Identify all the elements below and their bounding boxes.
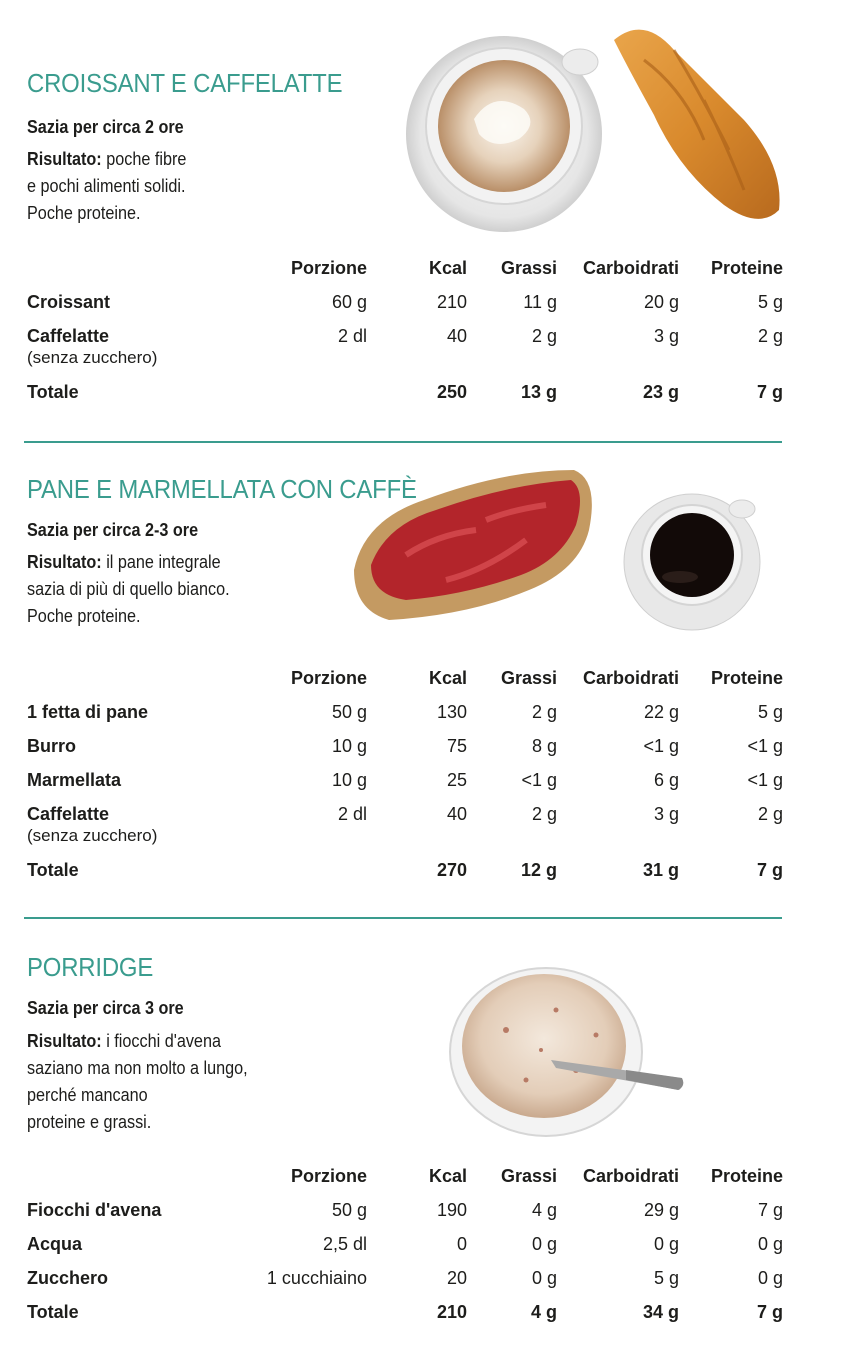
column-header-fat: Grassi bbox=[500, 1166, 557, 1186]
total-label: Totale bbox=[27, 382, 79, 402]
column-header-fat: Grassi bbox=[500, 258, 557, 278]
fat-cell: 4 g bbox=[531, 1200, 557, 1220]
total-row bbox=[27, 1297, 783, 1331]
food-name: Marmellata bbox=[27, 770, 122, 790]
kcal-cell: 25 bbox=[446, 770, 467, 790]
protein-cell: 5 g bbox=[757, 702, 783, 722]
protein-cell: 7 g bbox=[756, 1302, 783, 1322]
carbs-cell: 20 g bbox=[643, 292, 679, 312]
table-row bbox=[27, 1195, 783, 1229]
food-note: (senza zucchero) bbox=[27, 348, 158, 367]
portion-cell: 10 g bbox=[331, 770, 367, 790]
fat-cell: 4 g bbox=[530, 1302, 557, 1322]
fat-cell: 8 g bbox=[531, 736, 557, 756]
column-header-carbs: Carboidrati bbox=[582, 668, 679, 688]
result-label: Risultato: bbox=[27, 552, 102, 572]
carbs-cell: 31 g bbox=[642, 860, 679, 880]
column-header-portion: Porzione bbox=[290, 258, 367, 278]
protein-cell: 2 g bbox=[757, 326, 783, 346]
result-label: Risultato: bbox=[27, 1031, 102, 1051]
kcal-cell: 250 bbox=[436, 382, 467, 402]
fat-cell: 12 g bbox=[520, 860, 557, 880]
portion-cell: 2 dl bbox=[337, 326, 367, 346]
kcal-cell: 40 bbox=[446, 326, 467, 346]
carbs-cell: 22 g bbox=[643, 702, 679, 722]
carbs-cell: 29 g bbox=[643, 1200, 679, 1220]
satiety-text: Sazia per circa 2-3 ore bbox=[27, 520, 199, 540]
carbs-cell: 3 g bbox=[653, 804, 679, 824]
result-line: poche fibre bbox=[101, 149, 187, 169]
food-name: 1 fetta di pane bbox=[27, 702, 149, 722]
result-line: perché mancano bbox=[27, 1085, 148, 1105]
carbs-cell: 34 g bbox=[642, 1302, 679, 1322]
fat-cell: 11 g bbox=[523, 292, 557, 312]
fat-cell: 0 g bbox=[531, 1268, 557, 1288]
nutrition-table bbox=[27, 1161, 783, 1331]
carbs-cell: 6 g bbox=[653, 770, 679, 790]
fat-cell: 13 g bbox=[520, 382, 557, 402]
column-header-protein: Proteine bbox=[710, 1166, 783, 1186]
portion-cell: 50 g bbox=[331, 1200, 367, 1220]
total-label: Totale bbox=[27, 1302, 79, 1322]
kcal-cell: 20 bbox=[446, 1268, 467, 1288]
kcal-cell: 190 bbox=[436, 1200, 467, 1220]
protein-cell: <1 g bbox=[747, 770, 783, 790]
kcal-cell: 0 bbox=[456, 1234, 467, 1254]
carbs-cell: 23 g bbox=[642, 382, 679, 402]
protein-cell: 2 g bbox=[757, 804, 783, 824]
food-note: (senza zucchero) bbox=[27, 826, 158, 845]
fat-cell: 0 g bbox=[531, 1234, 557, 1254]
carbs-cell: 5 g bbox=[653, 1268, 679, 1288]
protein-cell: 7 g bbox=[756, 860, 783, 880]
result-text bbox=[27, 1028, 248, 1136]
fat-cell: 2 g bbox=[531, 326, 557, 346]
food-name: Acqua bbox=[27, 1234, 83, 1254]
section-title: PANE E MARMELLATA CON CAFFÈ bbox=[27, 474, 417, 504]
portion-cell: 2,5 dl bbox=[322, 1234, 367, 1254]
result-line: saziano ma non molto a lungo, bbox=[27, 1058, 248, 1078]
column-header-portion: Porzione bbox=[290, 1166, 367, 1186]
food-name: Burro bbox=[27, 736, 76, 756]
fat-cell: 2 g bbox=[531, 804, 557, 824]
result-line: e pochi alimenti solidi. bbox=[27, 176, 186, 196]
column-header-kcal: Kcal bbox=[428, 668, 467, 688]
result-line: Poche proteine. bbox=[27, 203, 141, 223]
column-header-protein: Proteine bbox=[710, 668, 783, 688]
food-name: Fiocchi d'avena bbox=[27, 1200, 162, 1220]
column-header-carbs: Carboidrati bbox=[582, 258, 679, 278]
portion-cell: 2 dl bbox=[337, 804, 367, 824]
protein-cell: 0 g bbox=[757, 1268, 783, 1288]
kcal-cell: 210 bbox=[436, 292, 467, 312]
column-header-carbs: Carboidrati bbox=[582, 1166, 679, 1186]
result-label: Risultato: bbox=[27, 149, 102, 169]
section-title: PORRIDGE bbox=[27, 952, 154, 982]
column-header-portion: Porzione bbox=[290, 668, 367, 688]
result-line: proteine e grassi. bbox=[27, 1112, 152, 1132]
carbs-cell: 3 g bbox=[653, 326, 679, 346]
protein-cell: 7 g bbox=[756, 382, 783, 402]
fat-cell: <1 g bbox=[521, 770, 557, 790]
result-line: il pane integrale bbox=[101, 552, 221, 572]
food-name: Caffelatte (senza zucchero) bbox=[27, 321, 197, 377]
food-name: Zucchero bbox=[27, 1268, 109, 1288]
protein-cell: <1 g bbox=[747, 736, 783, 756]
column-header-kcal: Kcal bbox=[428, 1166, 467, 1186]
portion-cell: 1 cucchiaino bbox=[266, 1268, 367, 1288]
satiety-text: Sazia per circa 3 ore bbox=[27, 998, 184, 1018]
carbs-cell: 0 g bbox=[653, 1234, 679, 1254]
table-row bbox=[27, 1263, 783, 1297]
food-name: Caffelatte (senza zucchero) bbox=[27, 799, 197, 855]
result-line: i fiocchi d'avena bbox=[101, 1031, 221, 1051]
satiety-text: Sazia per circa 2 ore bbox=[27, 117, 184, 137]
kcal-cell: 75 bbox=[446, 736, 467, 756]
portion-cell: 10 g bbox=[331, 736, 367, 756]
kcal-cell: 270 bbox=[436, 860, 467, 880]
carbs-cell: <1 g bbox=[643, 736, 679, 756]
table-row bbox=[27, 1229, 783, 1263]
food-name: Croissant bbox=[27, 292, 111, 312]
table-header-row bbox=[27, 1161, 783, 1195]
kcal-cell: 130 bbox=[436, 702, 467, 722]
protein-cell: 0 g bbox=[757, 1234, 783, 1254]
kcal-cell: 40 bbox=[446, 804, 467, 824]
column-header-kcal: Kcal bbox=[428, 258, 467, 278]
section-title: CROISSANT E CAFFELATTE bbox=[27, 68, 343, 98]
portion-cell: 60 g bbox=[331, 292, 367, 312]
total-label: Totale bbox=[27, 860, 79, 880]
column-header-fat: Grassi bbox=[500, 668, 557, 688]
result-line: Poche proteine. bbox=[27, 606, 141, 626]
protein-cell: 7 g bbox=[757, 1200, 783, 1220]
result-line: sazia di più di quello bianco. bbox=[27, 579, 230, 599]
fat-cell: 2 g bbox=[531, 702, 557, 722]
kcal-cell: 210 bbox=[436, 1302, 467, 1322]
porridge-bowl-illustration bbox=[446, 960, 691, 1140]
protein-cell: 5 g bbox=[757, 292, 783, 312]
portion-cell: 50 g bbox=[331, 702, 367, 722]
column-header-protein: Proteine bbox=[710, 258, 783, 278]
